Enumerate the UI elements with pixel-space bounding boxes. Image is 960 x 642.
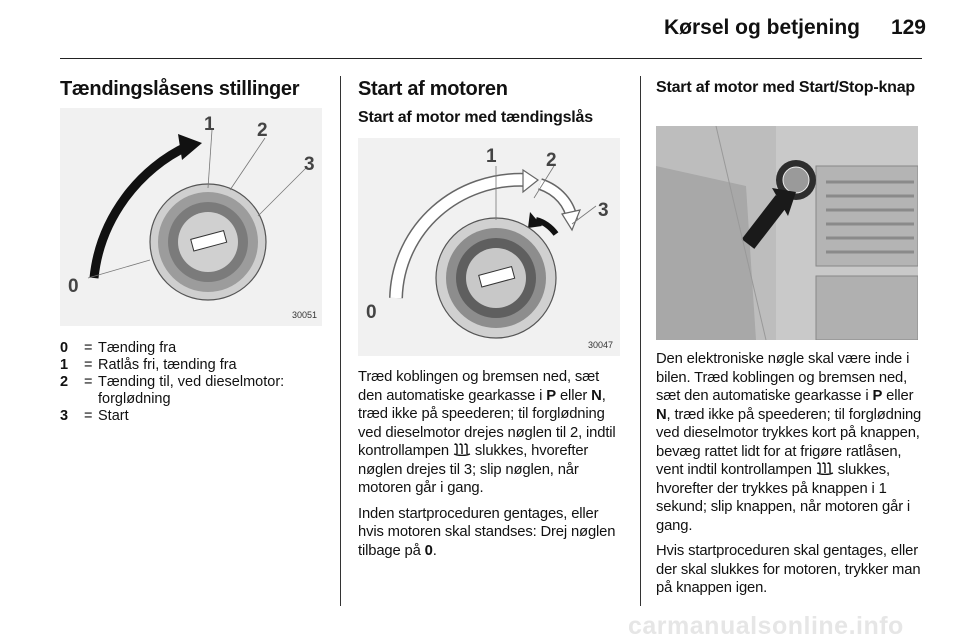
- subheading-ignition-start: Start af motor med tændingslås: [358, 109, 593, 126]
- figure-code: 30047: [588, 340, 614, 350]
- legend-number: 2: [60, 374, 69, 390]
- section-heading-start-engine: Start af motoren: [358, 78, 508, 100]
- start-stop-button-figure: [656, 126, 918, 340]
- page-number: 129: [890, 16, 926, 39]
- legend-equals: =: [84, 408, 93, 424]
- watermark: carmanualsonline.info: [628, 612, 904, 640]
- legend-equals: =: [84, 340, 93, 356]
- header-divider: [60, 58, 922, 59]
- ignition-switch-figure: [60, 108, 322, 326]
- legend-row: [60, 408, 330, 425]
- figure-label-0: 0: [366, 302, 377, 323]
- figure-label-2: 2: [257, 120, 268, 141]
- legend-row: [60, 340, 330, 357]
- legend-row: [60, 357, 330, 374]
- legend-number: 1: [60, 357, 69, 373]
- ignition-positions-legend: [60, 340, 330, 425]
- legend-text: Start: [98, 408, 129, 424]
- figure-label-1: 1: [486, 146, 497, 167]
- paragraph: Den elektroniske nøgle skal være inde i bilen. Træd koblingen og bremsen ned, sæt den automatiske gearkasse i P eller N, træd ikke på speederen; til forglødning ved dieselmotor trykkes kort på knappen, bevæg rattet lidt for at frigøre ratlåsen, vent indtil kontrollampen slukkes, hvorefter der trykkes på knappen i 1 sekund; slip knappen, når motoren går i gang.: [656, 351, 922, 534]
- ignition-start-figure: [358, 138, 620, 356]
- legend-number: 0: [60, 340, 69, 356]
- figure-label-3: 3: [598, 200, 609, 221]
- paragraph: Inden startproceduren gentages, eller hvis motoren skal standses: Drej nøglen tilbage på 0.: [358, 505, 616, 559]
- figure-label-0: 0: [68, 276, 79, 297]
- legend-text: Ratlås fri, tænding fra: [98, 357, 237, 373]
- figure-label-2: 2: [546, 150, 557, 171]
- paragraph: Træd koblingen og bremsen ned, sæt den automatiske gearkasse i P eller N, træd ikke på speederen; til forglødning ved dieselmotor drejes nøglen til 2, indtil kontrollampen slukkes, hvorefter nøglen drejes til 3; slip nøglen, når motoren går i gang.: [358, 369, 616, 496]
- paragraph: Hvis startproceduren skal gentages, eller der skal slukkes for motoren, trykker man på knappen igen.: [656, 543, 921, 596]
- figure-code: 30051: [292, 310, 318, 320]
- figure-label-3: 3: [304, 154, 315, 175]
- page-header-title: Kørsel og betjening: [663, 16, 860, 39]
- column-divider: [340, 76, 341, 606]
- glow-plug-icon: [453, 443, 471, 456]
- legend-row: [60, 374, 330, 408]
- legend-text: Tænding til, ved dieselmotor: forglødning: [98, 374, 285, 407]
- legend-equals: =: [84, 374, 93, 390]
- legend-text: Tænding fra: [98, 340, 177, 356]
- column-divider: [640, 76, 641, 606]
- glow-plug-icon: [816, 462, 834, 475]
- subheading-start-stop-button: Start af motor med Start/Stop-knap: [656, 79, 916, 96]
- figure-label-1: 1: [204, 114, 215, 135]
- start-stop-instructions: [656, 350, 922, 605]
- legend-number: 3: [60, 408, 69, 424]
- section-heading-ignition-positions: Tændingslåsens stillinger: [60, 78, 300, 100]
- ignition-start-instructions: [358, 368, 624, 567]
- legend-equals: =: [84, 357, 93, 373]
